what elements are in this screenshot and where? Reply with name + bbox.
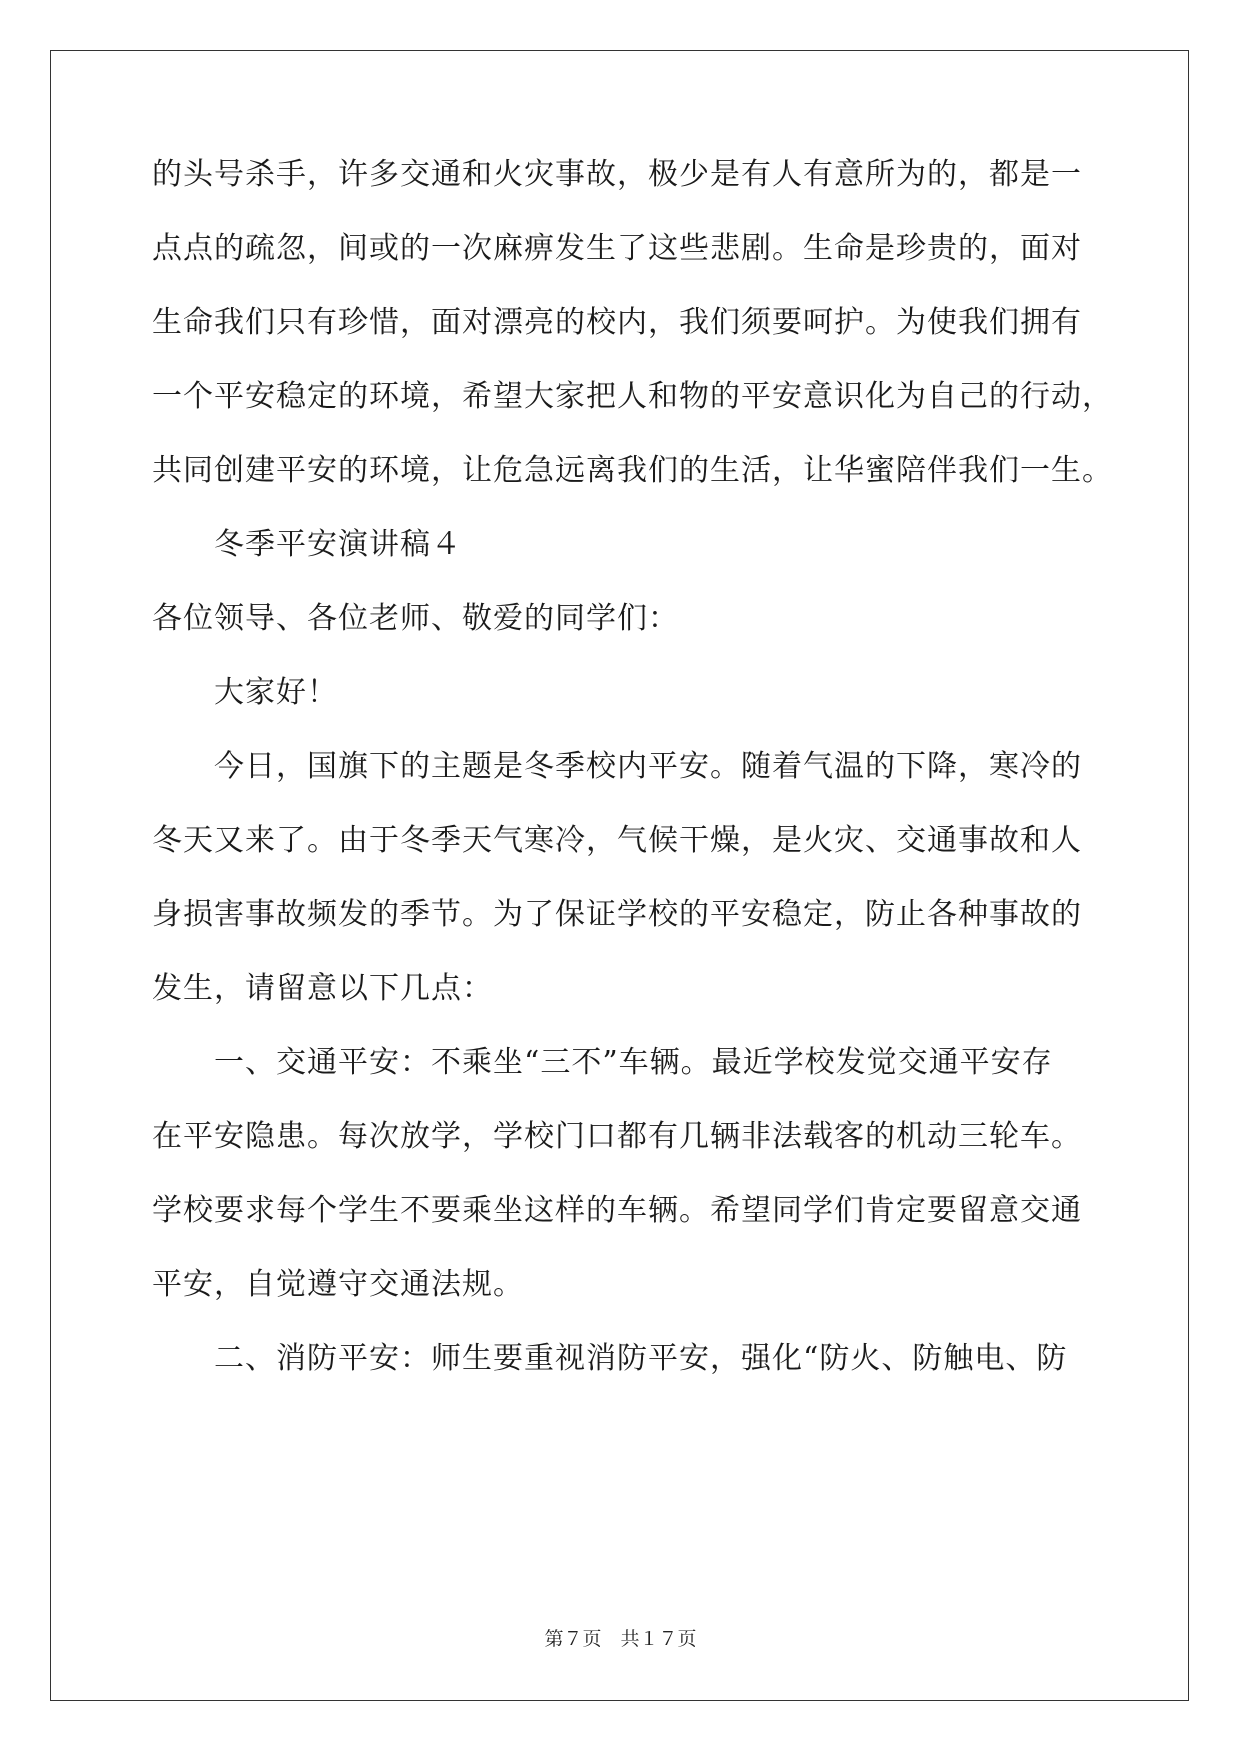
page-border: [50, 50, 1189, 1701]
text-line: 今日，国旗下的主题是冬季校内平安。随着气温的下降，寒冷的: [214, 749, 1082, 784]
text-line: 二、消防平安：师生要重视消防平安，强化“防火、防触电、防: [214, 1341, 1068, 1376]
text-line: 点点的疏忽，间或的一次麻痹发生了这些悲剧。生命是珍贵的，面对: [152, 231, 1082, 266]
text-line: 一、交通平安：不乘坐“三不”车辆。最近学校发觉交通平安存: [214, 1045, 1053, 1080]
text-line: 生命我们只有珍惜，面对漂亮的校内，我们须要呵护。为使我们拥有: [152, 305, 1082, 340]
text-line: 在平安隐患。每次放学，学校门口都有几辆非法载客的机动三轮车。: [152, 1119, 1082, 1154]
text-line: 一个平安稳定的环境，希望大家把人和物的平安意识化为自己的行动，: [152, 379, 1113, 414]
section-heading: 冬季平安演讲稿４: [214, 527, 462, 562]
text-line: 平安，自觉遵守交通法规。: [152, 1267, 524, 1302]
page-number-footer: 第７页 共１７页: [544, 1629, 697, 1650]
text-line: 发生，请留意以下几点：: [152, 971, 493, 1006]
text-line: 学校要求每个学生不要乘坐这样的车辆。希望同学们肯定要留意交通: [152, 1193, 1082, 1228]
salutation: 各位领导、各位老师、敬爱的同学们：: [152, 601, 679, 636]
text-line: 冬天又来了。由于冬季天气寒冷，气候干燥，是火灾、交通事故和人: [152, 823, 1082, 858]
text-line: 身损害事故频发的季节。为了保证学校的平安稳定，防止各种事故的: [152, 897, 1082, 932]
text-line: 的头号杀手，许多交通和火灾事故，极少是有人有意所为的，都是一: [152, 157, 1082, 192]
greeting: 大家好！: [214, 675, 338, 710]
text-line: 共同创建平安的环境，让危急远离我们的生活，让华蜜陪伴我们一生。: [152, 453, 1113, 488]
